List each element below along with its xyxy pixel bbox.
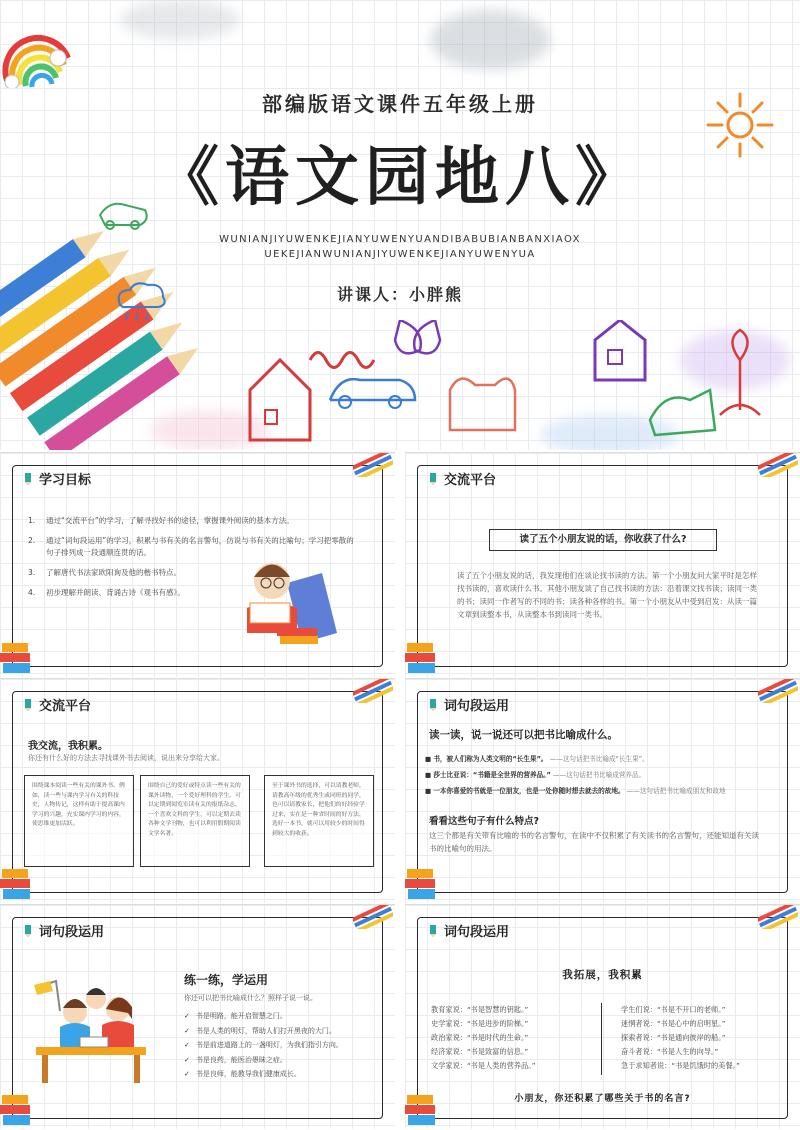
item-number: 4. bbox=[28, 588, 36, 597]
sentence-list bbox=[425, 751, 790, 799]
quote-line: 探索者说：“书是通向彼岸的船。” bbox=[621, 1033, 726, 1042]
quote-line: 政治家说：“书是时代的生命。” bbox=[431, 1033, 529, 1042]
metaphor-list bbox=[184, 1009, 343, 1082]
doodles-illustration bbox=[240, 320, 800, 450]
list-item bbox=[184, 1009, 343, 1024]
section-heading: 练一练，学运用 bbox=[184, 973, 269, 987]
sentence-note: ——这句话把书比喻成朋友和故地 bbox=[626, 787, 726, 795]
sentence-row: ■ 书，被人们称为人类文明的“长生果”。 ——这句话把书比喻成“长生果”。 bbox=[425, 755, 649, 763]
pencils-decoration bbox=[353, 905, 393, 929]
section-heading: 读一读，说一说还可以把书比喻成什么。 bbox=[429, 729, 618, 741]
pencils-decoration bbox=[758, 453, 798, 477]
slide-word-sentence-2 bbox=[0, 904, 395, 1129]
crayons-illustration bbox=[0, 210, 200, 450]
list-item bbox=[184, 1067, 343, 1082]
pencils-decoration bbox=[758, 679, 798, 703]
column-divider bbox=[601, 1003, 602, 1075]
slide-learning-goals bbox=[0, 452, 395, 677]
pinyin-line-2: UEKEJIANWUNIANJIYUWENKEJIANYUWENYUA bbox=[264, 249, 536, 260]
quote-line: 经济家说：“书是致富的信息。” bbox=[431, 1047, 529, 1056]
sentence-row: ■ 一本你喜爱的书就是一位朋友，也是一处你随时想去就去的故地。 ——这句话把书比喻成朋友和故地 bbox=[425, 787, 726, 795]
slide-exchange-platform-1 bbox=[405, 452, 800, 677]
pencils-decoration bbox=[758, 905, 798, 929]
cover-subtitle: 部编版语文课件五年级上册 bbox=[262, 92, 538, 116]
item-text: 初步理解并朗读、背诵古诗《观书有感》。 bbox=[46, 588, 185, 597]
list-item bbox=[184, 1024, 343, 1039]
books-decoration bbox=[0, 637, 32, 677]
pencil-icon bbox=[427, 698, 439, 712]
answer-paragraph: 读了五个小朋友说的话，我发现他们在谈论找书读的方法。第一个小朋友问大家平时是怎样找书读的，喜欢读什么书。其他小朋友谈了自己找书读的方法：沿着课文找书读；读同一类的书；读同一作者写的不同的书；读各种各样的书。第一个小朋友从中受到启发：从读一篇文章到读整本书，从读整本书到读同一类书。 bbox=[457, 571, 757, 619]
item-text: 书是人类的明灯，帮助人们打开黑夜的大门。 bbox=[195, 1026, 336, 1035]
quotes-right bbox=[621, 1003, 740, 1073]
slide-exchange-platform-2 bbox=[0, 678, 395, 903]
slide-title-text: 词句段运用 bbox=[444, 699, 510, 714]
item-text: 书是良药，能医治愚昧之症。 bbox=[195, 1055, 287, 1064]
item-text: 通过“交流平台”的学习，了解寻找好书的途径，掌握课外阅读的基本方法。 bbox=[46, 516, 294, 525]
list-item bbox=[28, 515, 358, 527]
family-reading-illustration bbox=[30, 977, 155, 1087]
slide-frame bbox=[417, 465, 788, 667]
method-card: 围绕课本阅读一些有关的课外书。例如，读一些与课内学习有关的科技史，人物传记，这样有助于提高课内学习的兴趣，充实课内学习的内容，使思维更加活跃。 bbox=[24, 775, 134, 867]
item-number: 3. bbox=[28, 568, 36, 577]
method-card: 至于课外书的选择，可以请教老师，请教高年级的优秀生或同班的同学，也可以请教家长，把他们的好经验学过来，实在是一种省时间的好方法，选好一本书，就可以用较少的时间得到较大的收获。 bbox=[264, 775, 374, 867]
pencil-icon bbox=[22, 472, 34, 486]
sentence-text: 一本你喜爱的书就是一位朋友，也是一处你随时想去就去的故地。 bbox=[433, 787, 625, 795]
item-text: 书是良师，能教导我们健康成长。 bbox=[195, 1070, 301, 1078]
slide-title bbox=[427, 695, 509, 714]
cover-lecturer: 讲课人：小胖熊 bbox=[336, 285, 463, 304]
section-heading: 我拓展，我积累 bbox=[562, 969, 643, 981]
check-icon: ✓ bbox=[184, 1070, 190, 1078]
sentence-note: ——这句话把书比喻成“长生果”。 bbox=[549, 755, 649, 763]
slide-word-sentence-1 bbox=[405, 678, 800, 903]
check-icon: ✓ bbox=[184, 1041, 190, 1049]
slide-title bbox=[22, 921, 104, 940]
cloud-doodle bbox=[110, 280, 170, 325]
quote-line: 教育家说：“书是智慧的钥匙。” bbox=[431, 1005, 529, 1014]
item-text: 书是前进道路上的一盏明灯，为我们指引方向。 bbox=[195, 1041, 343, 1049]
check-icon: ✓ bbox=[184, 1012, 190, 1020]
sentence-text: 书，被人们称为人类文明的“长生果”。 bbox=[433, 755, 548, 763]
explanation-text: 这三个都是有关带有比喻的书的名言警句，在读中不仅积累了有关读书的名言警句，还能知道有关读书的比喻句的用法。 bbox=[429, 831, 759, 853]
pencil-icon bbox=[427, 472, 439, 486]
quote-line: 文学家说：“书是人类的营养品。” bbox=[431, 1061, 536, 1070]
quote-line: 史学家说：“书是进步的阶梯。” bbox=[431, 1019, 529, 1028]
check-icon: ✓ bbox=[184, 1055, 190, 1064]
closing-question: 小朋友，你还积累了哪些关于书的名言? bbox=[514, 1094, 691, 1104]
slide-title bbox=[22, 695, 91, 714]
sentence-text: 莎士比亚说：“书籍是全世界的营养品。” bbox=[433, 771, 551, 779]
section-heading: 我交流，我积累。 bbox=[28, 741, 108, 752]
ink-splash bbox=[430, 10, 550, 70]
quote-line: 学生们说：“书是不开口的老师。” bbox=[621, 1005, 726, 1014]
quote-line: 急于求知者说：“书是饥饿时的美餐。” bbox=[621, 1061, 740, 1070]
slide-title bbox=[427, 921, 509, 940]
slide-title-text: 词句段运用 bbox=[444, 925, 510, 940]
quotes-left bbox=[431, 1003, 535, 1073]
ink-splash bbox=[120, 0, 240, 40]
pencil-icon bbox=[427, 924, 439, 938]
sentence-note: ——这句话把书比喻成营养品。 bbox=[552, 771, 646, 779]
reading-boy-illustration bbox=[232, 553, 342, 653]
check-icon: ✓ bbox=[184, 1026, 190, 1035]
quote-line: 奋斗者说：“书是人生的向导。” bbox=[621, 1047, 719, 1056]
slide-title-text: 词句段运用 bbox=[39, 925, 105, 940]
pinyin-line-1: WUNIANJIYUWENKEJIANYUWENYUANDIBABUBIANBANXIAOX bbox=[219, 234, 581, 245]
item-text: 书是明路，能开启智慧之门。 bbox=[195, 1012, 287, 1020]
item-number: 1. bbox=[28, 516, 36, 525]
list-item bbox=[184, 1038, 343, 1053]
pencil-icon bbox=[22, 698, 34, 712]
section-subtext: 你还有什么好的方法去寻找课外书去阅读，说出来分享给大家。 bbox=[28, 754, 224, 762]
method-card: 围绕自己的爱好或特点读一些有关的课外读物，一个爱好理科的学生，可以定期到阅览室读有关的报纸杂志，一个喜欢文科的学生，可以定期去读各种文学刊物，也可以利用假期阅读文学名著。 bbox=[140, 775, 250, 867]
slide-title-text: 交流平台 bbox=[39, 699, 92, 714]
section-heading-2: 看看这些句子有什么特点? bbox=[429, 816, 540, 827]
slide-title bbox=[22, 469, 91, 488]
slide-title-text: 学习目标 bbox=[39, 473, 92, 488]
question-box: 读了五个小朋友说的话，你收获了什么? bbox=[489, 529, 717, 551]
sentence-row: ■ 莎士比亚说：“书籍是全世界的营养品。” ——这句话把书比喻成营养品。 bbox=[425, 771, 646, 779]
books-decoration bbox=[405, 637, 437, 677]
slide-title-text: 交流平台 bbox=[444, 473, 497, 488]
item-text: 通过“词句段运用”的学习，积累与书有关的名言警句，仿说与书有关的比喻句；学习把零散的句子排列成一段通顺连贯的话。 bbox=[46, 536, 354, 557]
car-doodle bbox=[95, 195, 155, 235]
pencil-icon bbox=[22, 924, 34, 938]
section-subtext: 你还可以把书比喻成什么？照样子说一说。 bbox=[184, 994, 317, 1002]
pencils-decoration bbox=[353, 679, 393, 703]
pencils-decoration bbox=[353, 453, 393, 477]
cover-title: 《语文园地八》 bbox=[155, 141, 645, 215]
quote-line: 迷惘者说：“书是心中的启明星。” bbox=[621, 1019, 726, 1028]
slide-word-sentence-3 bbox=[405, 904, 800, 1129]
rainbow-icon bbox=[2, 28, 72, 88]
item-number: 2. bbox=[28, 536, 36, 545]
books-decoration bbox=[0, 1089, 32, 1129]
list-item bbox=[184, 1053, 343, 1068]
cover-slide bbox=[0, 0, 800, 450]
books-decoration bbox=[0, 863, 32, 903]
books-decoration bbox=[405, 863, 437, 903]
item-text: 了解唐代书法家欧阳询及他的楷书特点。 bbox=[46, 568, 181, 577]
slide-title bbox=[427, 469, 496, 488]
